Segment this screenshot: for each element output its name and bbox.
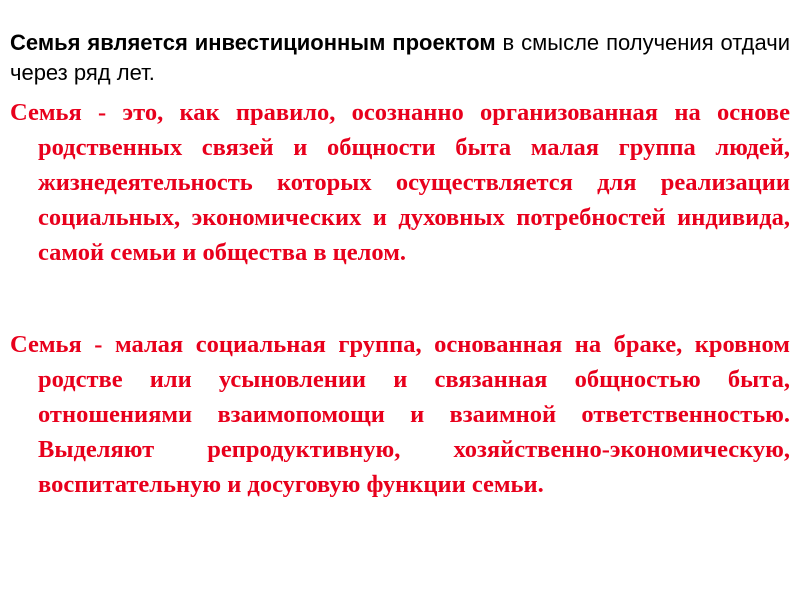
definition-paragraph-1: Семья - это, как правило, осознанно организованная на основе родственных связей и общности быта малая группа людей, жизнедеятельность которых осуществляется для реализации социальных, экономических и духовных потребностей индивида, самой семьи и общества в целом.: [10, 99, 790, 266]
intro-rest: в смысле получения отдачи через ряд лет.: [10, 30, 790, 85]
definition-paragraph-2: Семья - малая социальная группа, основанная на браке, кровном родстве или усыновлении и связанная общностью быта, отношениями взаимопомощи и взаимной ответственностью. Выделяют репродуктивную, хозяйственно-экономическую, воспитательную и досуговую функции семьи.: [10, 331, 790, 498]
intro-paragraph: [10, 28, 790, 88]
intro-emphasis: Семья является инвестиционным проектом: [10, 30, 496, 55]
